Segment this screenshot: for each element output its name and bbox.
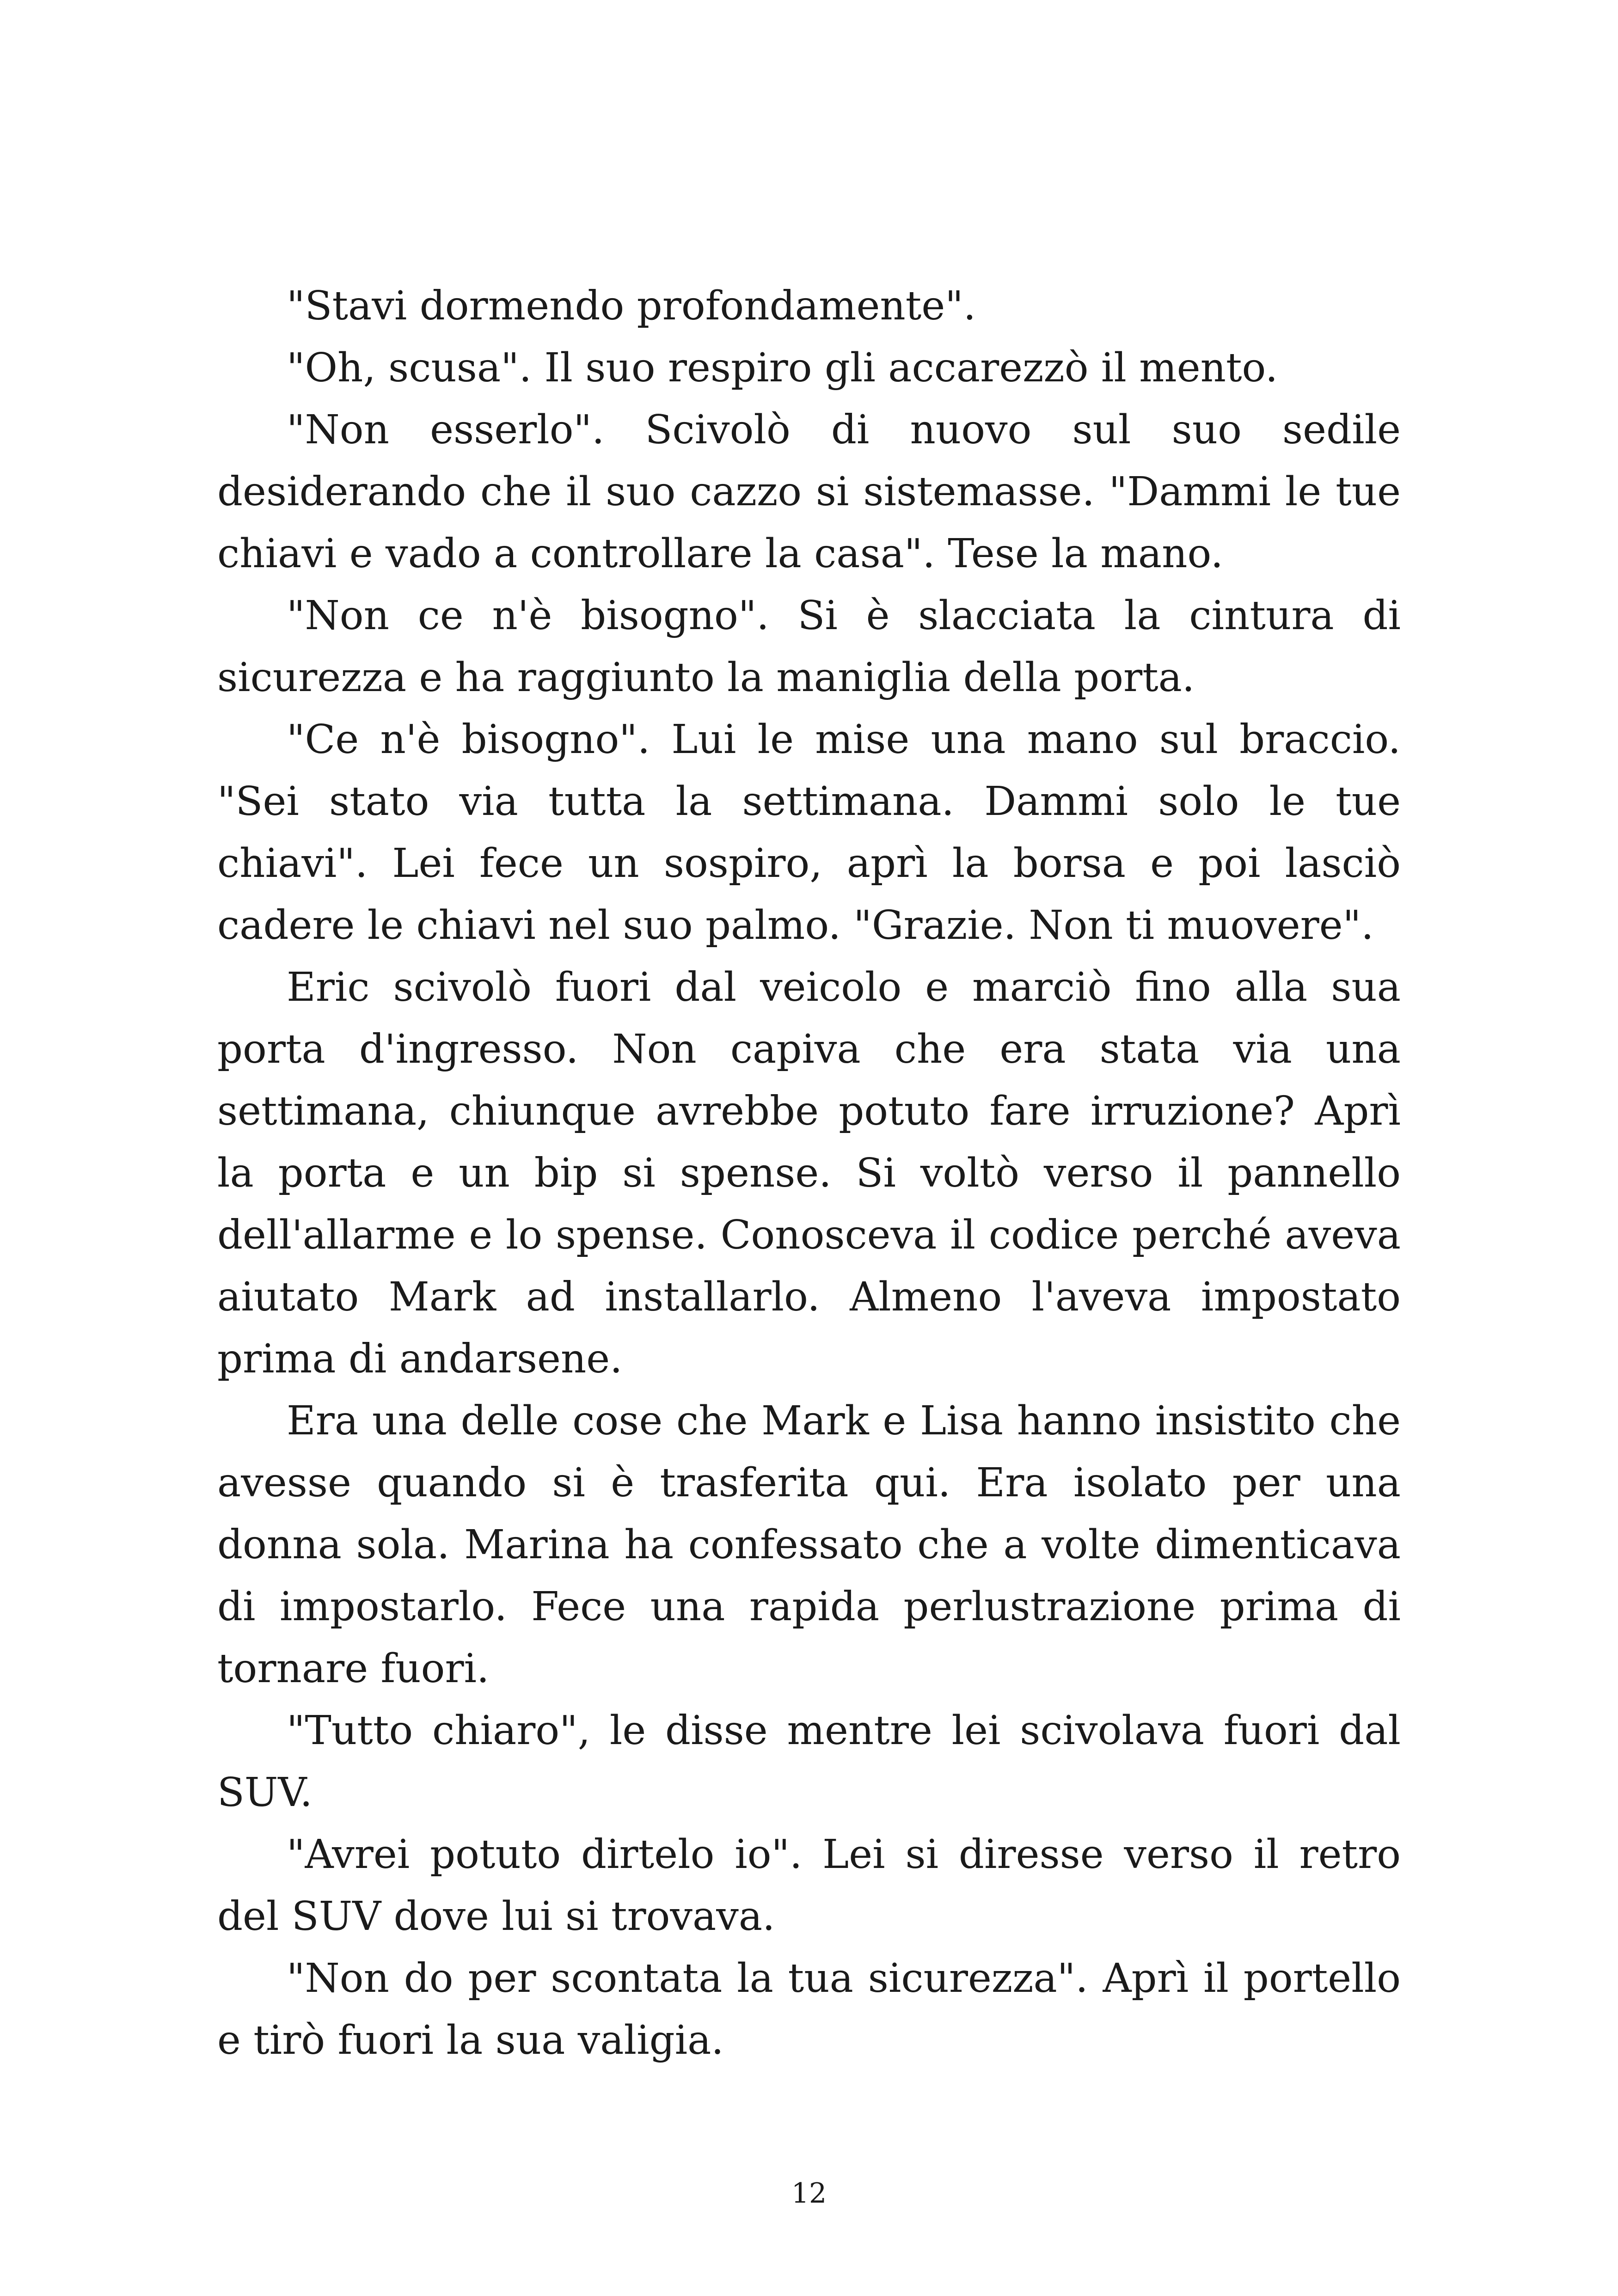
paragraph: "Tutto chiaro", le disse mentre lei scivolava fuori dal SUV. (217, 1708, 1401, 1816)
paragraph: "Non do per scontata la tua sicurezza". Aprì il portello e tirò fuori la sua valigia. (217, 1955, 1401, 2063)
paragraph: "Non esserlo". Scivolò di nuovo sul suo sedile desiderando che il suo cazzo si sistemasse. "Dammi le tue chiavi e vado a controllare la casa". Tese la mano. (217, 407, 1401, 577)
paragraph: "Avrei potuto dirtelo io". Lei si diresse verso il retro del SUV dove lui si trovava. (217, 1831, 1401, 1940)
paragraph: "Stavi dormendo profondamente". (287, 283, 976, 329)
paragraph: "Oh, scusa". Il suo respiro gli accarezzò il mento. (287, 345, 1278, 391)
paragraph: Eric scivolò fuori dal veicolo e marciò fino alla sua porta d'ingresso. Non capiva che era stata via una settimana, chiunque avrebbe potuto fare irruzione? Aprì la porta e un bip si spense. Si voltò verso il pannello dell'allarme e lo spense. Conosceva il codice perché aveva aiutato Mark ad installarlo. Almeno l'aveva impostato prima di andarsene. (217, 964, 1401, 1382)
page-number: 12 (791, 2177, 827, 2210)
paragraph: Era una delle cose che Mark e Lisa hanno insistito che avesse quando si è trasferita qui. Era isolato per una donna sola. Marina ha confessato che a volte dimenticava di impostarlo. Fece una rapida perlustrazione prima di tornare fuori. (217, 1398, 1401, 1692)
body-text (217, 275, 1401, 2071)
paragraph: "Ce n'è bisogno". Lui le mise una mano sul braccio. "Sei stato via tutta la settimana. Dammi solo le tue chiavi". Lei fece un sospiro, aprì la borsa e poi lasciò cadere le chiavi nel suo palmo. "Grazie. Non ti muovere". (217, 716, 1401, 949)
paragraph: "Non ce n'è bisogno". Si è slacciata la cintura di sicurezza e ha raggiunto la maniglia della porta. (217, 593, 1401, 701)
